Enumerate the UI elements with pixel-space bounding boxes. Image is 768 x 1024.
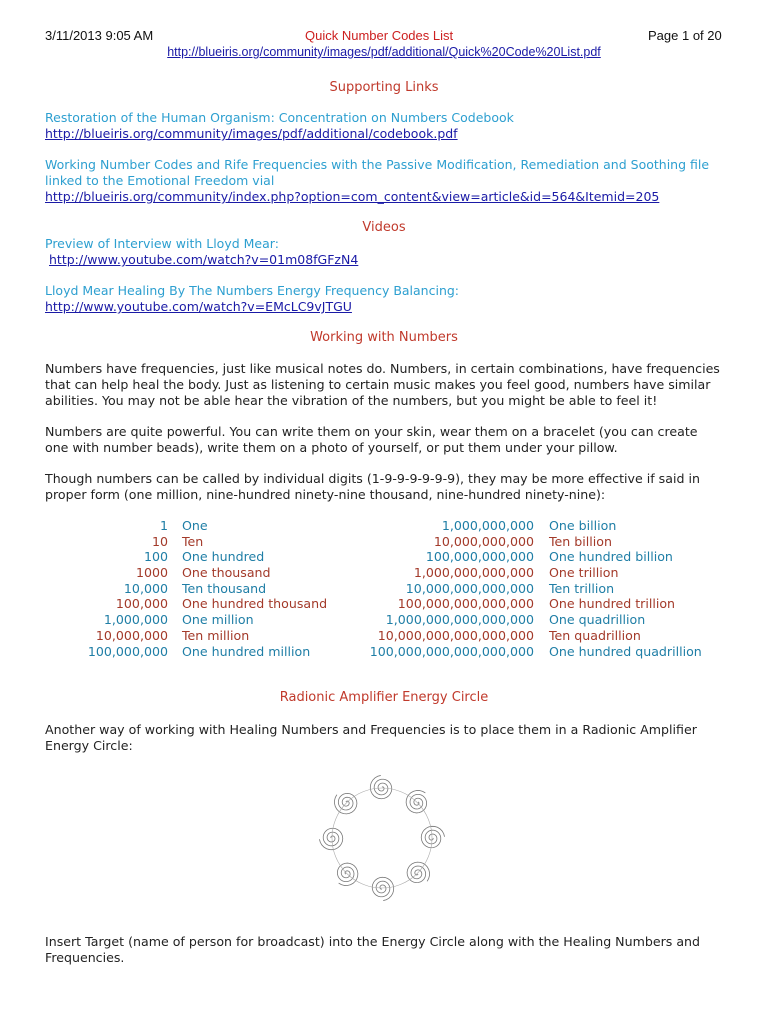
section-heading-radionic: Radionic Amplifier Energy Circle xyxy=(279,690,489,705)
number-name-right-1: One billion xyxy=(549,518,617,533)
number-name-right-4: One trillion xyxy=(549,565,619,580)
video-healing-link[interactable]: http://www.youtube.com/watch?v=EMcLC9vJTGU xyxy=(45,299,352,314)
number-left-5: 10,000 xyxy=(123,581,168,596)
number-name-right-5: Ten trillion xyxy=(549,581,615,596)
radionic-paragraph xyxy=(45,722,735,754)
proper-form-paragraph xyxy=(45,471,735,503)
intro-line-1: Numbers have frequencies, just like musical notes do. Numbers, in certain combinations, have frequencies xyxy=(45,361,720,376)
insert-target-line-2: Frequencies. xyxy=(45,950,125,965)
source-url-link[interactable]: http://blueiris.org/community/images/pdf/additional/Quick%20Code%20List.pdf xyxy=(167,45,601,59)
energy-spiral xyxy=(421,826,444,847)
number-right-6: 100,000,000,000,000 xyxy=(397,596,534,611)
page-counter: Page 1 of 20 xyxy=(648,28,722,43)
section-heading-supporting-links: Supporting Links xyxy=(329,80,439,95)
proper-form-line-1: Though numbers can be called by individual digits (1-9-9-9-9-9-9), they may be more effective if said in xyxy=(45,471,700,486)
number-right-2: 10,000,000,000 xyxy=(433,534,534,549)
document-title: Quick Number Codes List xyxy=(305,28,454,43)
number-right-5: 10,000,000,000,000 xyxy=(405,581,534,596)
powerful-line-1: Numbers are quite powerful. You can write them on your skin, wear them on a bracelet (you can create xyxy=(45,424,698,439)
video-healing-label: Lloyd Mear Healing By The Numbers Energy Frequency Balancing: xyxy=(45,283,460,298)
number-name-right-9: One hundred quadrillion xyxy=(549,644,702,659)
number-left-3: 100 xyxy=(143,549,168,564)
number-left-2: 10 xyxy=(151,534,168,549)
intro-line-2: that can help heal the body. Just as listening to certain music makes you feel good, numbers have similar xyxy=(45,377,711,392)
number-name-left-2: Ten xyxy=(182,534,204,549)
number-left-1: 1 xyxy=(159,518,168,533)
number-left-9: 100,000,000 xyxy=(87,644,168,659)
working-codes-label-line1: Working Number Codes and Rife Frequencies with the Passive Modification, Remediation and Soothing file xyxy=(45,157,710,172)
number-right-1: 1,000,000,000 xyxy=(441,518,534,533)
energy-circle-spiral-icon xyxy=(312,768,452,908)
powerful-paragraph xyxy=(45,424,735,456)
energy-ring xyxy=(332,788,432,888)
radionic-line-2: Energy Circle: xyxy=(45,738,133,753)
number-right-9: 100,000,000,000,000,000 xyxy=(369,644,534,659)
number-name-left-6: One hundred thousand xyxy=(182,596,328,611)
section-heading-videos: Videos xyxy=(362,220,406,235)
radionic-line-1: Another way of working with Healing Numbers and Frequencies is to place them in a Radionic Amplifier xyxy=(45,722,697,737)
intro-line-3: abilities. You may not be able hear the vibration of the numbers, but you might be able to feel it! xyxy=(45,393,658,408)
proper-form-line-2: proper form (one million, nine-hundred ninety-nine thousand, nine-hundred ninety-nine): xyxy=(45,487,606,502)
number-name-left-5: Ten thousand xyxy=(182,581,267,596)
number-right-7: 1,000,000,000,000,000 xyxy=(385,612,534,627)
number-name-right-2: Ten billion xyxy=(549,534,612,549)
number-left-8: 10,000,000 xyxy=(95,628,168,643)
print-datetime: 3/11/2013 9:05 AM xyxy=(45,28,154,43)
insert-target-line-1: Insert Target (name of person for broadcast) into the Energy Circle along with the Healing Numbers and xyxy=(45,934,701,949)
number-name-left-1: One xyxy=(182,518,208,533)
number-right-3: 100,000,000,000 xyxy=(425,549,534,564)
number-name-right-8: Ten quadrillion xyxy=(549,628,641,643)
number-left-7: 1,000,000 xyxy=(103,612,168,627)
number-name-left-3: One hundred xyxy=(182,549,265,564)
number-name-right-7: One quadrillion xyxy=(549,612,646,627)
video-preview-label: Preview of Interview with Lloyd Mear: xyxy=(45,236,279,251)
codebook-link[interactable]: http://blueiris.org/community/images/pdf/additional/codebook.pdf xyxy=(45,126,458,141)
number-right-4: 1,000,000,000,000 xyxy=(413,565,534,580)
energy-spiral xyxy=(372,877,393,900)
section-heading-working-with-numbers: Working with Numbers xyxy=(310,330,458,345)
number-name-right-6: One hundred trillion xyxy=(549,596,676,611)
number-name-left-8: Ten million xyxy=(182,628,250,643)
number-name-left-4: One thousand xyxy=(182,565,271,580)
video-preview-link[interactable]: http://www.youtube.com/watch?v=01m08fGFzN4 xyxy=(49,252,359,267)
powerful-line-2: one with number beads), write them on a photo of yourself, or put them under your pillow. xyxy=(45,440,618,455)
codebook-label: Restoration of the Human Organism: Concentration on Numbers Codebook xyxy=(45,110,514,125)
working-codes-label-line2: linked to the Emotional Freedom vial xyxy=(45,173,275,188)
number-left-4: 1000 xyxy=(135,565,168,580)
energy-spiral xyxy=(319,828,342,849)
number-name-right-3: One hundred billion xyxy=(549,549,673,564)
number-name-left-7: One million xyxy=(182,612,254,627)
number-name-left-9: One hundred million xyxy=(182,644,311,659)
insert-target-paragraph xyxy=(45,934,735,966)
energy-spiral xyxy=(370,775,391,798)
number-left-6: 100,000 xyxy=(115,596,168,611)
number-right-8: 10,000,000,000,000,000 xyxy=(377,628,534,643)
working-codes-link[interactable]: http://blueiris.org/community/index.php?option=com_content&view=article&id=564&Itemid=205 xyxy=(45,189,660,204)
intro-paragraph xyxy=(45,361,735,409)
